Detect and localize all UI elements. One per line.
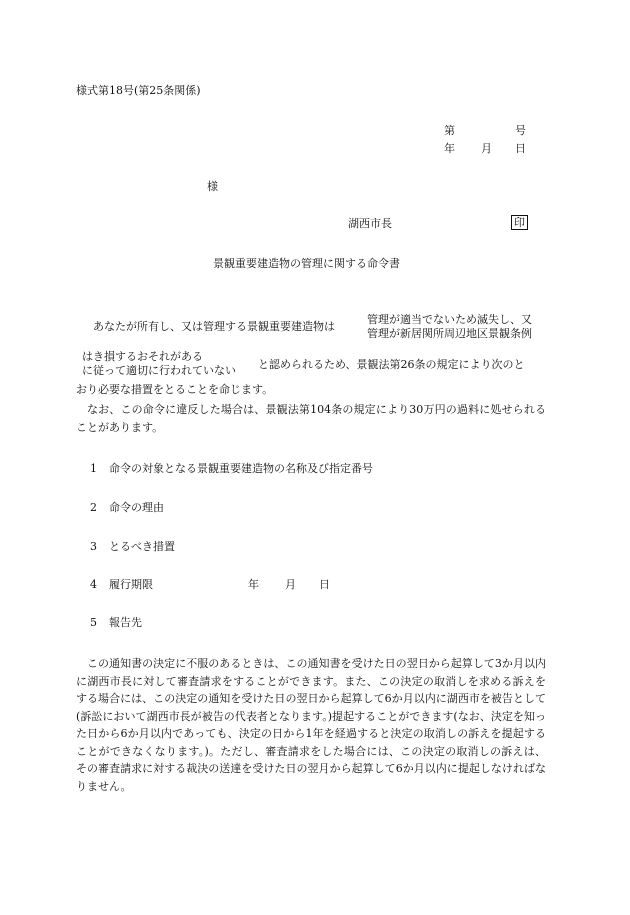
reason-option-1-line2: はき損するおそれがある: [82, 350, 203, 363]
reason-option-1-line1: 管理が適当でないため滅失し、又: [367, 313, 532, 326]
addressee-suffix: 様: [207, 180, 218, 193]
reason-option-2-line1: 管理が新居関所周辺地区景観条例: [367, 327, 532, 340]
reason-option-2-line2: に従って適切に行われていない: [82, 364, 236, 377]
item-3-label: とるべき措置: [109, 540, 175, 553]
body-intro: あなたが所有し、又は管理する景観重要建造物は: [93, 320, 335, 333]
item-4-label: 履行期限: [109, 578, 153, 591]
date-month: 月: [481, 142, 492, 155]
penalty-paragraph: なお、この命令に違反した場合は、景観法第104条の規定により30万円の過料に処せられることがあります。: [76, 403, 546, 434]
date-year: 年: [444, 142, 455, 155]
doc-number-suffix: 号: [515, 124, 526, 137]
item-4-number: 4: [90, 578, 97, 591]
item-5-label: 報告先: [109, 616, 142, 629]
date-day: 日: [515, 142, 526, 155]
deadline-day: 日: [319, 578, 330, 591]
item-2-label: 命令の理由: [109, 501, 164, 514]
item-5-number: 5: [90, 616, 97, 629]
seal-label: 印: [511, 215, 528, 230]
deadline-year: 年: [248, 578, 259, 591]
form-number: 様式第18号(第25条関係): [76, 84, 201, 97]
issuer-name: 湖西市長: [348, 217, 392, 230]
doc-number-prefix: 第: [444, 124, 455, 137]
deadline-month: 月: [285, 578, 296, 591]
body-line3: おり必要な措置をとることを命じます。: [76, 383, 274, 396]
appeal-notice: この通知書の決定に不服のあるときは、この通知書を受けた日の翌日から起算して3か月以内に湖西市長に対して審査請求をすることができます。また、この決定の取消しを求める訴えをする場合には、この決定の通知を受けた日の翌日から起算して6か月以内に湖西市を被告として(訴訟において湖西市長が被告の代表者となります。)提起することができます(なお、決定を知った日から6か月以内であっても、決定の日から1年を経過すると決定の取消しの訴えを提起することができなくなります。)。ただし、審査請求をした場合には、この決定の取消しの訴えは、その審査請求に対する裁決の送達を受けた日の翌月から起算して6か月以内に提起しなければなりません。: [76, 657, 546, 793]
document-title: 景観重要建造物の管理に関する命令書: [213, 257, 400, 270]
item-3-number: 3: [90, 540, 97, 553]
seal-mark: [511, 215, 528, 230]
item-1-label: 命令の対象となる景観重要建造物の名称及び指定番号: [109, 462, 373, 475]
item-1-number: 1: [90, 462, 97, 475]
item-2-number: 2: [90, 501, 97, 514]
body-continuation: と認められるため、景観法第26条の規定により次のと: [258, 358, 525, 371]
